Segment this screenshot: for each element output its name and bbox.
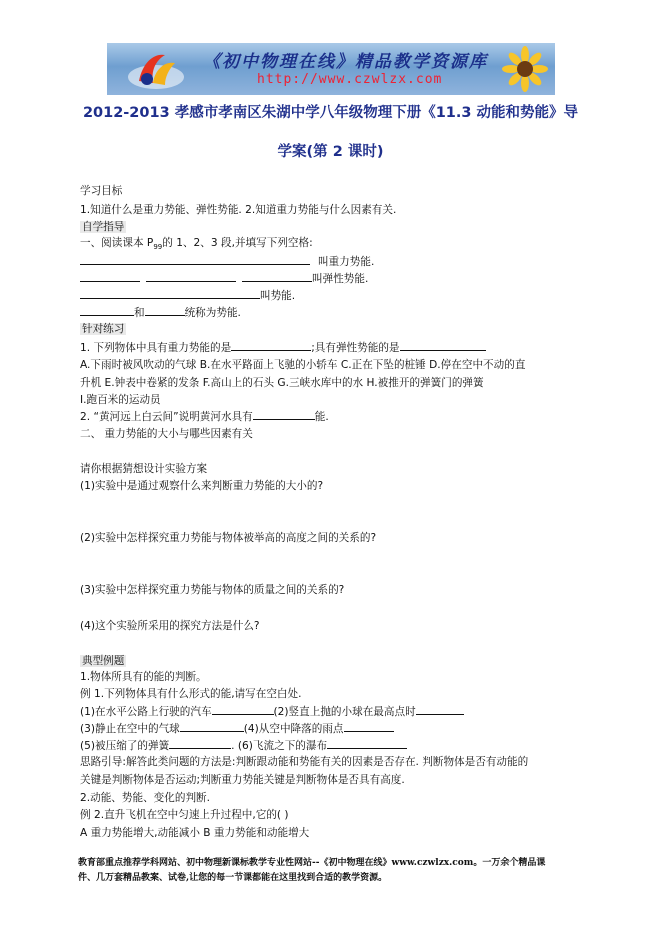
- answer-blank[interactable]: [253, 409, 315, 420]
- item-text: (5)被压缩了的弹簧: [80, 740, 170, 752]
- site-logo-icon: [125, 47, 187, 93]
- answer-blank[interactable]: [80, 288, 260, 299]
- section-heading-objectives: 学习目标: [80, 185, 123, 197]
- fill-text: 叫重力势能.: [318, 256, 375, 268]
- section-heading-practice: [80, 322, 126, 336]
- fill-text: 和: [134, 307, 145, 319]
- answer-blank[interactable]: [416, 704, 464, 715]
- question-text: ;具有弹性势能的是: [311, 342, 400, 354]
- document-title-line2: 学案(第 2 课时): [277, 144, 384, 160]
- hint-line-1: 思路引导:解答此类问题的方法是:判断跟动能和势能有关的因素是否存在. 判断物体是否有动能的: [80, 756, 529, 768]
- fill-line-gravity: [80, 254, 374, 269]
- fill-line-elastic: [80, 271, 368, 286]
- example-1-item-1-2: [80, 704, 464, 719]
- fill-text: 统称为势能.: [184, 307, 241, 319]
- answer-blank[interactable]: [80, 254, 310, 265]
- fill-text: 叫势能.: [260, 290, 296, 302]
- example-1-item-3-4: [80, 721, 394, 736]
- example-topic-1: 1.物体所具有的能的判断。: [80, 671, 207, 683]
- hint-line-2: 关键是判断物体是否运动;判断重力势能关键是判断物体是否具有高度.: [80, 774, 405, 786]
- experiment-intro: 请你根据猜想设计实验方案: [80, 463, 208, 475]
- highlight: 自学指导: [82, 221, 125, 233]
- example-1-item-5-6: [80, 738, 407, 753]
- section-heading-self-study: [80, 220, 126, 234]
- experiment-q1: (1)实验中是通过观察什么来判断重力势能的大小的?: [80, 480, 324, 492]
- answer-blank[interactable]: [80, 271, 140, 282]
- question-1-options-a: A.下雨时被风吹动的气球 B.在水平路面上飞驰的小轿车 C.正在下坠的桩锤 D.停在空中不动的直: [80, 359, 526, 371]
- example-2-options: A 重力势能增大,动能减小 B 重力势能和动能增大: [80, 827, 310, 839]
- highlight: 针对练习: [82, 323, 125, 335]
- sunflower-icon: [491, 45, 551, 93]
- question-1-options-c: I.跑百米的运动员: [80, 394, 161, 406]
- fill-line-potential: [80, 288, 295, 303]
- answer-blank[interactable]: [242, 271, 312, 282]
- example-2: 例 2.直升飞机在空中匀速上升过程中,它的( ): [80, 809, 289, 821]
- footer-line-2: 件、几万套精品教案、试卷,让您的每一节课都能在这里找到合适的教学资源。: [78, 873, 388, 883]
- answer-blank[interactable]: [400, 340, 486, 351]
- answer-blank[interactable]: [80, 305, 134, 316]
- section-heading-examples: [80, 654, 126, 668]
- answer-blank[interactable]: [344, 721, 394, 732]
- example-topic-2: 2.动能、势能、变化的判断.: [80, 792, 211, 804]
- item-text: (2)竖直上抛的小球在最高点时: [273, 706, 416, 718]
- objectives-text: 1.知道什么是重力势能、弹性势能. 2.知道重力势能与什么因素有关.: [80, 204, 397, 216]
- document-title-line1: 2012-2013 孝感市孝南区朱湖中学八年级物理下册《11.3 动能和势能》导: [82, 105, 579, 121]
- answer-blank[interactable]: [327, 738, 407, 749]
- answer-blank[interactable]: [146, 271, 236, 282]
- example-1: 例 1.下列物体具有什么形式的能,请写在空白处.: [80, 688, 302, 700]
- question-2: [80, 409, 329, 424]
- question-text: 2. “黄河远上白云间”说明黄河水具有: [80, 411, 253, 423]
- item-text: (4)从空中降落的雨点: [243, 723, 344, 735]
- spacer: [310, 255, 318, 265]
- item-text: (1)在水平公路上行驶的汽车: [80, 706, 212, 718]
- answer-blank[interactable]: [145, 305, 185, 316]
- header-banner: [107, 43, 555, 95]
- question-text: 1. 下列物体中具有重力势能的是: [80, 342, 232, 354]
- fill-text: 叫弹性势能.: [312, 273, 369, 285]
- answer-blank[interactable]: [231, 340, 311, 351]
- reading-text: 一、阅读课本 P: [80, 237, 154, 249]
- fill-line-collectively: [80, 305, 241, 320]
- item-text: (3)静止在空中的气球: [80, 723, 180, 735]
- banner-title: 《初中物理在线》精品教学资源库: [203, 52, 488, 72]
- question-text: 能.: [314, 411, 329, 423]
- reading-instruction: [80, 236, 313, 254]
- banner-url: http://www.czwlzx.com: [257, 72, 443, 87]
- page-subscript: 99: [153, 243, 163, 252]
- experiment-q4: (4)这个实验所采用的探究方法是什么?: [80, 620, 260, 632]
- question-1-options-b: 升机 E.钟表中卷紧的发条 F.高山上的石头 G.三峡水库中的水 H.被推开的弹簧门的弹簧: [80, 377, 484, 389]
- experiment-q3: (3)实验中怎样探究重力势能与物体的质量之间的关系的?: [80, 584, 345, 596]
- footer-line-1: 教育部重点推荐学科网站、初中物理新课标教学专业性网站--《初中物理在线》www.czwlzx.com。一万余个精品课: [78, 858, 546, 868]
- section-heading-factors: 二、 重力势能的大小与哪些因素有关: [80, 428, 253, 440]
- page-footer: [78, 856, 598, 886]
- item-text: . (6)飞流之下的瀑布: [231, 740, 328, 752]
- highlight: 典型例题: [82, 655, 125, 667]
- answer-blank[interactable]: [169, 738, 231, 749]
- reading-text-b: 的 1、2、3 段,并填写下列空格:: [162, 237, 313, 249]
- experiment-q2: (2)实验中怎样探究重力势能与物体被举高的高度之间的关系的?: [80, 532, 377, 544]
- question-1: [80, 340, 486, 355]
- answer-blank[interactable]: [180, 721, 244, 732]
- answer-blank[interactable]: [212, 704, 274, 715]
